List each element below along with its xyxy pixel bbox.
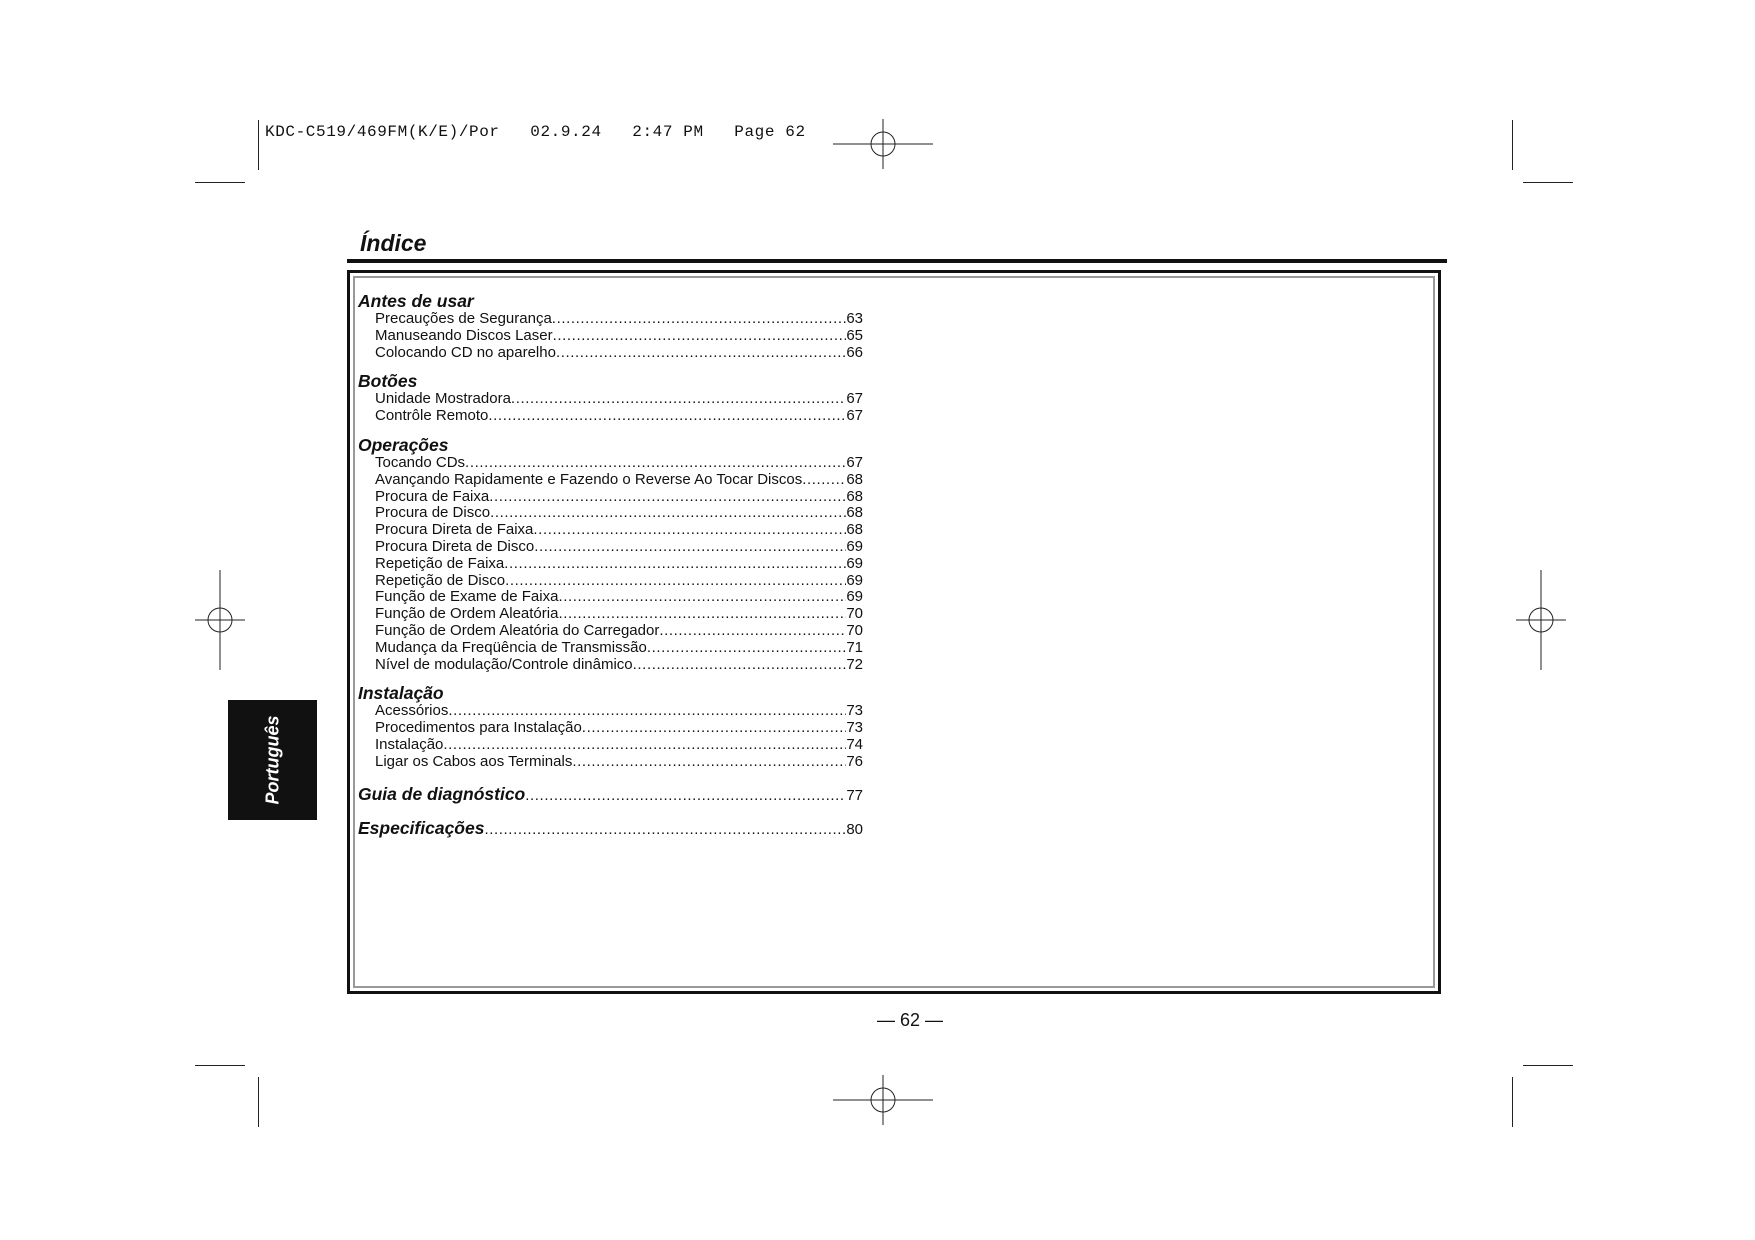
toc-entry-label: Acessórios <box>375 702 449 720</box>
table-of-contents <box>358 292 863 839</box>
print-slug: KDC-C519/469FM(K/E)/Por 02.9.24 2:47 PM Page 62 <box>265 123 806 141</box>
language-tab-label: Português <box>262 715 282 805</box>
dot-leader <box>647 640 846 657</box>
toc-heading-entry-page: 77 <box>846 786 863 804</box>
title-rule <box>347 259 1447 263</box>
registration-mark-top <box>833 119 933 169</box>
toc-entry-page: 68 <box>846 521 863 539</box>
dot-leader <box>552 311 847 328</box>
dot-leader <box>443 737 846 754</box>
toc-entry-label: Procura de Disco <box>375 504 491 522</box>
toc-entry[interactable] <box>358 754 863 771</box>
toc-entry[interactable] <box>358 720 863 737</box>
toc-entry-label: Mudança da Freqüência de Transmissão <box>375 638 647 656</box>
crop-mark <box>1523 182 1573 183</box>
toc-entry[interactable] <box>358 623 863 640</box>
toc-entry-label: Procedimentos para Instalação <box>375 719 582 737</box>
crop-mark <box>195 1065 245 1066</box>
dot-leader <box>448 703 846 720</box>
registration-mark-left <box>195 570 245 670</box>
toc-entry[interactable] <box>358 657 863 674</box>
toc-entry-label: Contrôle Remoto <box>375 407 489 425</box>
toc-entry[interactable] <box>358 606 863 623</box>
toc-entry-page: 71 <box>846 638 863 656</box>
registration-mark-bottom <box>833 1075 933 1125</box>
crop-mark <box>258 120 259 170</box>
toc-entry[interactable] <box>358 408 863 425</box>
section-heading: Operações <box>358 434 449 455</box>
dot-leader <box>505 573 846 590</box>
section-heading: Botões <box>358 371 418 392</box>
toc-heading-entry[interactable] <box>358 784 863 805</box>
toc-entry[interactable] <box>358 556 863 573</box>
dot-leader <box>465 455 846 472</box>
toc-heading-entry-label: Especificações <box>358 817 485 838</box>
toc-entry-page: 68 <box>846 470 863 488</box>
toc-entry[interactable] <box>358 589 863 606</box>
dot-leader <box>582 720 847 737</box>
toc-entry-label: Avançando Rapidamente e Fazendo o Reverse Ao Tocar Discos <box>375 470 803 488</box>
toc-entry-page: 67 <box>846 453 863 471</box>
toc-entry-page: 70 <box>846 605 863 623</box>
dot-leader <box>572 754 846 771</box>
toc-entry-label: Função de Exame de Faixa <box>375 588 559 606</box>
toc-entry[interactable] <box>358 345 863 362</box>
toc-entry-label: Procura Direta de Disco <box>375 537 535 555</box>
section-heading: Antes de usar <box>358 291 474 311</box>
toc-entry-page: 67 <box>846 390 863 408</box>
toc-entry-page: 67 <box>846 407 863 425</box>
dot-leader <box>556 345 846 362</box>
toc-entry[interactable] <box>358 640 863 657</box>
toc-entry[interactable] <box>358 311 863 328</box>
dot-leader <box>633 657 847 674</box>
toc-entry-label: Manuseando Discos Laser <box>375 326 553 344</box>
dot-leader <box>558 589 846 606</box>
dot-leader <box>802 472 846 489</box>
crop-mark <box>1512 120 1513 170</box>
toc-section <box>358 292 863 361</box>
toc-entry-page: 68 <box>846 504 863 522</box>
toc-heading-entry-label: Guia de diagnóstico <box>358 783 526 804</box>
crop-mark <box>1512 1077 1513 1127</box>
page-title: Índice <box>360 230 427 256</box>
crop-mark <box>1523 1065 1573 1066</box>
crop-mark <box>195 182 245 183</box>
crop-mark <box>258 1077 259 1127</box>
toc-entry-label: Unidade Mostradora <box>375 390 511 408</box>
toc-entry-label: Instalação <box>375 735 444 753</box>
toc-entry-label: Procura Direta de Faixa <box>375 521 534 539</box>
toc-entry-page: 69 <box>846 588 863 606</box>
toc-entry-label: Função de Ordem Aleatória <box>375 605 559 623</box>
dot-leader <box>489 489 846 506</box>
toc-entry-page: 66 <box>846 343 863 361</box>
dot-leader <box>484 821 846 838</box>
toc-entry-page: 68 <box>846 487 863 505</box>
toc-entry-page: 74 <box>846 735 863 753</box>
toc-entry-page: 73 <box>846 719 863 737</box>
toc-entry-label: Nível de modulação/Controle dinâmico <box>375 655 633 673</box>
toc-entry[interactable] <box>358 505 863 522</box>
toc-section <box>358 436 863 673</box>
registration-mark-right <box>1516 570 1566 670</box>
toc-entry-page: 69 <box>846 537 863 555</box>
toc-entry[interactable] <box>358 573 863 590</box>
toc-entry[interactable] <box>358 539 863 556</box>
toc-entry-page: 70 <box>846 621 863 639</box>
toc-entry-page: 76 <box>846 752 863 770</box>
toc-entry[interactable] <box>358 489 863 506</box>
toc-heading-entry[interactable] <box>358 818 863 839</box>
toc-section <box>358 372 863 425</box>
toc-entry-page: 73 <box>846 702 863 720</box>
page-number: — 62 — <box>876 1010 944 1030</box>
toc-entry-page: 63 <box>846 310 863 327</box>
dot-leader <box>558 606 846 623</box>
dot-leader <box>504 556 846 573</box>
dot-leader <box>553 328 847 345</box>
toc-entry-label: Repetição de Faixa <box>375 554 505 572</box>
toc-entry[interactable] <box>358 472 863 489</box>
toc-entry-label: Colocando CD no aparelho <box>375 343 556 361</box>
toc-heading-entry-page: 80 <box>846 820 863 838</box>
toc-entry[interactable] <box>358 737 863 754</box>
toc-entry-page: 65 <box>846 326 863 344</box>
toc-entry[interactable] <box>358 455 863 472</box>
toc-entry[interactable] <box>358 328 863 345</box>
dot-leader <box>533 522 846 539</box>
toc-entry[interactable] <box>358 703 863 720</box>
toc-entry[interactable] <box>358 391 863 408</box>
toc-entry-label: Tocando CDs <box>375 453 466 471</box>
dot-leader <box>525 787 846 804</box>
dot-leader <box>490 505 846 522</box>
dot-leader <box>659 623 846 640</box>
toc-entry-page: 72 <box>846 655 863 673</box>
toc-entry-page: 69 <box>846 554 863 572</box>
toc-entry-label: Ligar os Cabos aos Terminals <box>375 752 573 770</box>
toc-entry-label: Repetição de Disco <box>375 571 506 589</box>
dot-leader <box>534 539 846 556</box>
dot-leader <box>511 391 846 408</box>
toc-entry[interactable] <box>358 522 863 539</box>
section-heading: Instalação <box>358 683 444 704</box>
language-tab <box>228 700 317 820</box>
dot-leader <box>488 408 846 425</box>
toc-entry-label: Função de Ordem Aleatória do Carregador <box>375 621 660 639</box>
toc-section <box>358 684 863 770</box>
toc-entry-label: Procura de Faixa <box>375 487 490 505</box>
toc-entry-label: Precauções de Segurança <box>375 310 552 327</box>
toc-entry-page: 69 <box>846 571 863 589</box>
